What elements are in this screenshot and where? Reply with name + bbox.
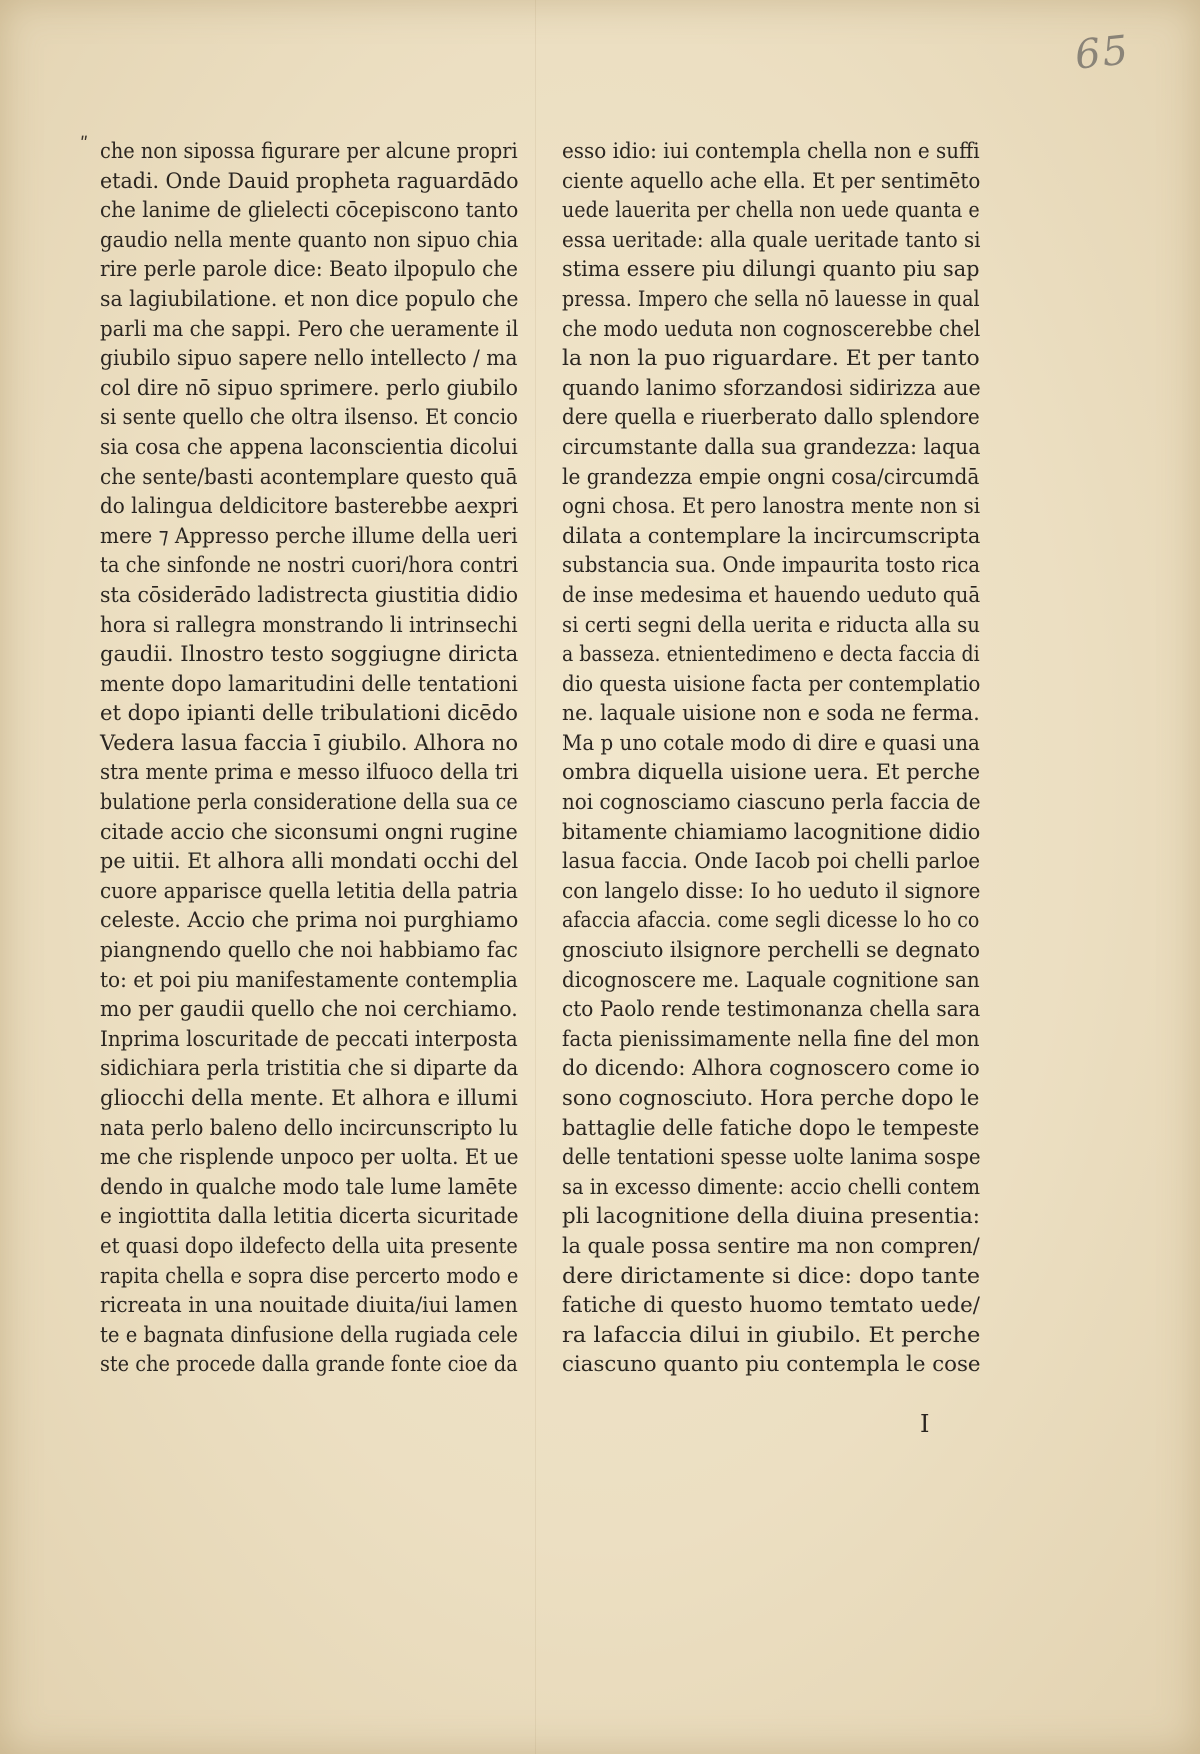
text-line: pli lacognitione della diuina presentia: bbox=[562, 1204, 980, 1230]
text-line: ombra diquella uisione uera. Et perche bbox=[562, 760, 981, 786]
text-line: essa ueritade: alla quale ueritade tanto si bbox=[562, 227, 981, 253]
text-line: rapita chella e sopra dise percerto modo e bbox=[100, 1263, 519, 1289]
text-line: sidichiara perla tristitia che si diparte da bbox=[100, 1056, 519, 1082]
text-line: la quale possa sentire ma non compren/ bbox=[562, 1233, 980, 1259]
text-line: mente dopo lamaritudini delle tentationi bbox=[100, 671, 518, 697]
text-line: stra mente prima e messo ilfuoco della tri bbox=[100, 760, 519, 786]
text-line: che lanime de glielecti cōcepiscono tanto bbox=[100, 198, 519, 224]
text-line: quando lanimo sforzandosi sidirizza aue bbox=[562, 375, 981, 401]
text-line: noi cognosciamo ciascuno perla faccia de bbox=[562, 790, 981, 816]
text-line: giubilo sipuo sapere nello intellecto / ma bbox=[100, 346, 518, 372]
text-line: rire perle parole dice: Beato ilpopulo che bbox=[100, 257, 519, 283]
text-line: pressa. Impero che sella nō lauesse in qual bbox=[562, 286, 980, 312]
margin-mark: ʺ bbox=[80, 134, 89, 155]
text-line: citade accio che siconsumi ongni rugine bbox=[100, 819, 518, 845]
text-line: me che risplende unpoco per uolta. Et ue bbox=[100, 1145, 519, 1171]
text-line: ogni chosa. Et pero lanostra mente non si bbox=[562, 494, 981, 520]
folio-number: 65 bbox=[1072, 27, 1133, 79]
text-line: dicognoscere me. Laquale cognitione san bbox=[562, 967, 980, 993]
text-line: cuore apparisce quella letitia della patria bbox=[100, 878, 518, 904]
text-line: sa lagiubilatione. et non dice populo che bbox=[100, 286, 519, 312]
text-line: do dicendo: Alhora cognoscero come io bbox=[562, 1056, 980, 1082]
text-line: gliocchi della mente. Et alhora e illumi bbox=[100, 1086, 518, 1111]
text-line: uede lauerita per chella non uede quanta e bbox=[562, 198, 980, 224]
text-line: ciascuno quanto piu contempla le cose bbox=[562, 1352, 981, 1378]
text-line: ste che procede dalla grande fonte cioe da bbox=[100, 1352, 518, 1378]
text-line: dere dirictamente si dice: dopo tante bbox=[562, 1263, 981, 1289]
text-line: gnosciuto ilsignore perchelli se degnato bbox=[562, 938, 980, 964]
text-line: le grandezza empie ongni cosa/circumdā bbox=[562, 464, 980, 490]
text-line: hora si rallegra monstrando li intrinsechi bbox=[100, 612, 518, 638]
text-line: afaccia afaccia. come segli dicesse lo ho co bbox=[562, 908, 980, 934]
text-line: te e bagnata dinfusione della rugiada cele bbox=[100, 1322, 519, 1348]
text-line: che non sipossa figurare per alcune propri bbox=[100, 139, 518, 164]
text-line: celeste. Accio che prima noi purghiamo bbox=[100, 908, 519, 934]
text-line: la non la puo riguardare. Et per tanto bbox=[562, 346, 980, 372]
text-line: ne. laquale uisione non e soda ne ferma. bbox=[562, 701, 980, 727]
text-line: cto Paolo rende testimonanza chella sara bbox=[562, 997, 981, 1023]
text-line: lasua faccia. Onde Iacob poi chelli parloe bbox=[562, 849, 981, 875]
text-line: gaudio nella mente quanto non sipuo chia bbox=[100, 227, 519, 253]
text-line: delle tentationi spesse uolte lanima sospe bbox=[562, 1145, 981, 1171]
text-line: do lalingua deldicitore basterebbe aexpri bbox=[100, 494, 519, 520]
text-line: parli ma che sappi. Pero che ueramente il bbox=[100, 316, 519, 342]
text-line: con langelo disse: Io ho ueduto il signore bbox=[562, 878, 981, 904]
text-line: Vedera lasua faccia ī giubilo. Alhora no bbox=[100, 730, 519, 756]
text-line: de inse medesima et hauendo ueduto quā bbox=[562, 582, 981, 608]
text-line: dilata a contemplare la incircumscripta bbox=[562, 523, 981, 549]
text-line: e ingiottita dalla letitia dicerta sicuritade bbox=[100, 1204, 519, 1230]
text-line: dio questa uisione facta per contemplatio bbox=[562, 671, 981, 697]
text-line: sa in excesso dimente: accio chelli contem bbox=[562, 1174, 981, 1200]
signature-mark: I bbox=[920, 1410, 930, 1438]
text-line: gaudii. Ilnostro testo soggiugne diricta bbox=[100, 642, 519, 668]
text-line: ra lafaccia dilui in giubilo. Et perche bbox=[562, 1322, 981, 1348]
text-line: mere ⁊ Appresso perche illume della ueri bbox=[100, 523, 518, 549]
text-line: a basseza. etnientedimeno e decta faccia di bbox=[562, 642, 980, 668]
text-line: pe uitii. Et alhora alli mondati occhi del bbox=[100, 849, 519, 875]
text-line: col dire nō sipuo sprimere. perlo giubilo bbox=[100, 375, 519, 401]
text-line: si certi segni della uerita e riducta alla su bbox=[562, 612, 981, 638]
text-line: si sente quello che oltra ilsenso. Et concio bbox=[100, 405, 518, 431]
text-line: bulatione perla consideratione della sua ce bbox=[100, 790, 518, 816]
text-line: facta pienissimamente nella fine del mon bbox=[562, 1026, 980, 1052]
text-line: Ma p uno cotale modo di dire e quasi una bbox=[562, 730, 980, 756]
text-line: et dopo ipianti delle tribulationi dicēdo bbox=[100, 701, 518, 727]
text-line: sono cognosciuto. Hora perche dopo le bbox=[562, 1086, 980, 1111]
right-column bbox=[562, 137, 987, 1380]
text-line: dere quella e riuerberato dallo splendore bbox=[562, 405, 980, 431]
fold-line bbox=[535, 0, 536, 1754]
text-line: nata perlo baleno dello incircunscripto lu bbox=[100, 1115, 519, 1141]
text-line: che sente/basti acontemplare questo quā bbox=[100, 464, 518, 490]
text-line: stima essere piu dilungi quanto piu sap bbox=[562, 257, 980, 283]
left-column bbox=[100, 137, 525, 1380]
text-line: che modo ueduta non cognoscerebbe chel bbox=[562, 316, 981, 342]
text-line: battaglie delle fatiche dopo le tempeste bbox=[562, 1115, 980, 1141]
text-line: sia cosa che appena laconscientia dicolui bbox=[100, 434, 518, 460]
text-line: esso idio: iui contempla chella non e suffi bbox=[562, 139, 980, 164]
text-line: ricreata in una nouitade diuita/iui lamen bbox=[100, 1293, 518, 1319]
text-line: dendo in qualche modo tale lume lamēte bbox=[100, 1174, 518, 1200]
text-line: ta che sinfonde ne nostri cuori/hora contri bbox=[100, 553, 519, 579]
text-line: et quasi dopo ildefecto della uita presente bbox=[100, 1233, 518, 1259]
text-line: etadi. Onde Dauid propheta raguardādo bbox=[100, 168, 519, 194]
text-line: bitamente chiamiamo lacognitione didio bbox=[562, 819, 981, 845]
text-line: substancia sua. Onde impaurita tosto rica bbox=[562, 553, 981, 579]
text-line: sta cōsiderādo ladistrecta giustitia didio bbox=[100, 582, 519, 608]
text-line: ciente aquello ache ella. Et per sentimēto bbox=[562, 168, 981, 194]
text-line: fatiche di questo huomo temtato uede/ bbox=[562, 1293, 980, 1319]
text-line: circumstante dalla sua grandezza: laqua bbox=[562, 434, 981, 460]
text-line: to: et poi piu manifestamente contemplia bbox=[100, 967, 518, 993]
text-line: piangnendo quello che noi habbiamo fac bbox=[100, 938, 518, 964]
text-line: mo per gaudii quello che noi cerchiamo. bbox=[100, 997, 518, 1023]
text-line: Inprima loscuritade de peccati interposta bbox=[100, 1026, 518, 1052]
